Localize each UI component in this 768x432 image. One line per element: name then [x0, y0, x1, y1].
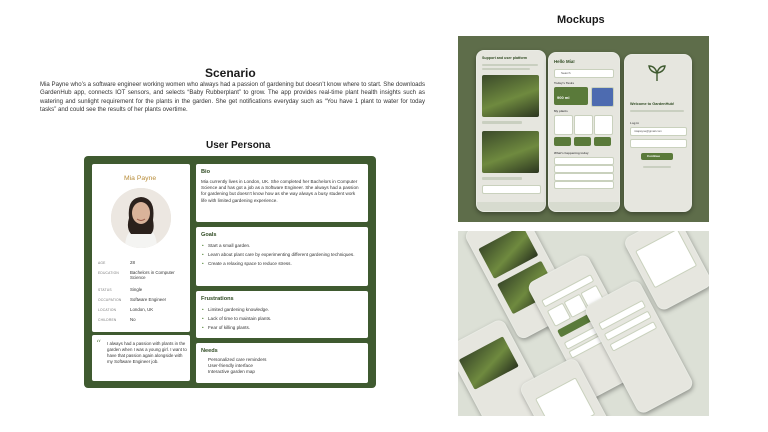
- goals-title: Goals: [201, 232, 217, 238]
- info-value-status: Single: [130, 287, 143, 292]
- info-key-location: LOCATION: [98, 308, 117, 312]
- persona-name: Mia Payne: [124, 175, 157, 182]
- frustration-item: • Lack of time to maintain plants.: [201, 316, 361, 322]
- phone2-search[interactable]: Search: [554, 69, 614, 78]
- phone2-plants-label: My plants: [554, 109, 568, 113]
- need-item: User-friendly interface: [208, 363, 253, 369]
- goal-item: • Start a small garden.: [201, 243, 361, 249]
- bio-text: Mia currently lives in London, UK. She completed her Bachelors in Computer Science and has got a job as a Software Engineer. She always had a passion for gardening but doesn’t know how as she way always a busy student work life with limited gardening experience.: [201, 179, 359, 203]
- goal-item: • Create a relaxing space to reduce stress.: [201, 261, 361, 267]
- scenario-title: Scenario: [205, 66, 256, 80]
- frustration-item: • Limited gardening knowledge.: [201, 307, 361, 313]
- water-task-card[interactable]: 900 ml: [554, 87, 588, 105]
- plant-tile[interactable]: [574, 115, 593, 135]
- info-value-age: 28: [130, 260, 135, 265]
- info-value-education: Bachelors in Computer Science: [130, 270, 175, 281]
- persona-quote: I always had a passion with plants in the garden when I was a young girl. I want to have that passion again alongside with my Software Engineer job.: [107, 341, 187, 365]
- info-value-occupation: Software Engineer: [130, 297, 167, 302]
- mockup-image-bottom: [458, 231, 709, 416]
- plant-tile[interactable]: [594, 115, 613, 135]
- goals-card: [196, 227, 368, 286]
- frustration-item: • Fear of killing plants.: [201, 325, 361, 331]
- needs-title: Needs: [201, 348, 218, 354]
- gardenhub-logo-icon: [645, 63, 669, 83]
- bottom-nav[interactable]: [549, 202, 619, 211]
- info-key-status: STATUS: [98, 288, 112, 292]
- bio-card: [196, 164, 368, 222]
- info-value-location: London, UK: [130, 307, 154, 312]
- phone1-title: Support and user platform: [482, 56, 528, 60]
- info-key-occupation: OCCUPATION: [98, 298, 122, 302]
- need-item: Personalized care reminders: [208, 357, 267, 362]
- avatar: [111, 188, 171, 248]
- bottom-nav[interactable]: [477, 202, 545, 211]
- password-field[interactable]: [630, 139, 687, 148]
- info-key-education: EDUCATION: [98, 271, 119, 275]
- phone2-greeting: Hello Mia!: [554, 59, 575, 64]
- people-photo: [482, 131, 539, 173]
- mockups-title: Mockups: [557, 14, 605, 26]
- continue-button[interactable]: Continue: [641, 153, 673, 160]
- bio-title: Bio: [201, 169, 211, 175]
- phone-home-screen: [548, 52, 620, 212]
- plant-tile[interactable]: [554, 115, 573, 135]
- quote-icon: “: [96, 339, 102, 350]
- phone-support-screen: [476, 50, 546, 212]
- frustrations-card: [196, 291, 368, 338]
- goal-item: • Learn about plant care by experimenting different gardening techniques.: [201, 252, 361, 258]
- need-item: Interactive garden map: [208, 369, 255, 375]
- phone3-login-label: Log in: [630, 121, 639, 125]
- scenario-text: Mia Payne who’s a software engineer working women who always had a passion of gardening but doesn’t know where to start. She downloads GardenHub app, connects IOT sensors, and selects “Baby Rubberplant” to grow. The app provides real-time plant health insights such as watering and sunlight requirement for the plants in the garden. She get notifications everyday such as “You have 1 plant to water for today tasks” and could see the results of her plants overtime.: [40, 81, 425, 114]
- phone2-tasks-label: Today's Tasks: [554, 81, 575, 85]
- info-key-age: AGE: [98, 261, 106, 265]
- phone3-title: Welcome to GardenHub!: [630, 102, 675, 106]
- info-key-children: CHILDREN: [98, 318, 117, 322]
- frustrations-title: Frustrations: [201, 296, 234, 302]
- weather-card: [591, 87, 614, 107]
- info-value-children: No: [130, 317, 136, 322]
- needs-card: [196, 343, 368, 383]
- comment-input[interactable]: [482, 185, 541, 194]
- email-field[interactable]: miapayne@gmail.com: [630, 127, 687, 136]
- plant-photo: [482, 75, 539, 117]
- phone2-happening-label: What's happening today: [554, 151, 589, 155]
- phone-login-screen: [624, 54, 692, 212]
- mockup-image-top: [458, 36, 709, 222]
- persona-title: User Persona: [206, 140, 271, 151]
